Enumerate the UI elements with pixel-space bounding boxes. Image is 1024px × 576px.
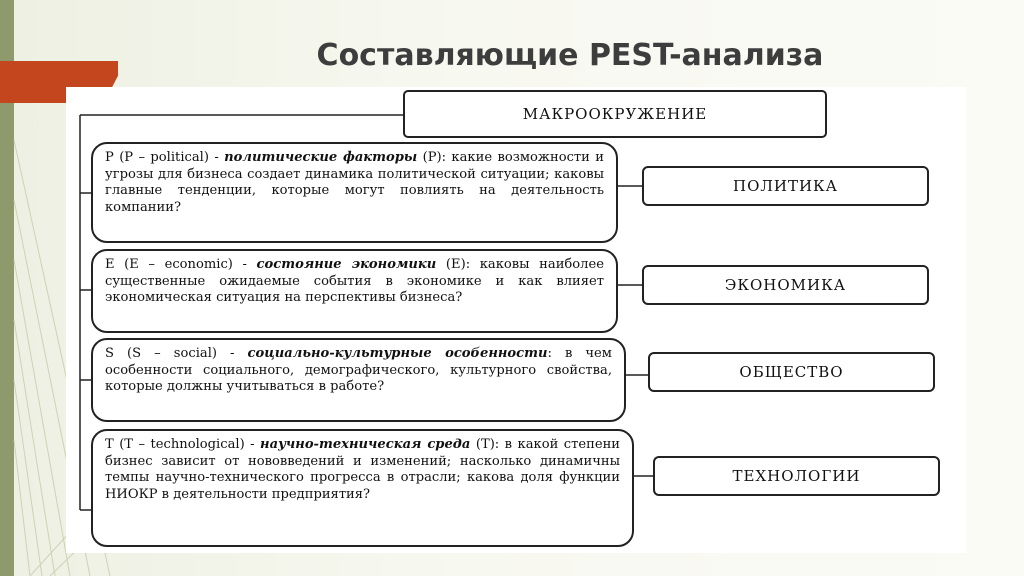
- factor-economic-name: состояние экономики: [256, 257, 437, 272]
- factor-technological-name: научно-техническая среда: [260, 437, 471, 452]
- root-node-macroenvironment: МАКРООКРУЖЕНИЕ: [403, 90, 827, 138]
- factor-technological-code: T (T – technological) -: [105, 437, 261, 452]
- label-technology: ТЕХНОЛОГИИ: [653, 456, 940, 496]
- factor-social-description: [91, 338, 626, 422]
- factor-social-name: социально-культурные особенности: [247, 346, 548, 361]
- factor-technological-text: (T): в какой степени бизнес зависит от нововведений и изменений; насколько динамичны темпы научно-технического прогресса в отрасли; какова доля функции НИОКР в деятельности предприятия?: [105, 437, 621, 502]
- factor-social-text: : в чем особенности социального, демографического, культурного свойства, которые должны учитываться в работе?: [105, 346, 612, 395]
- slide-title: Составляющие PEST-анализа: [316, 38, 824, 73]
- factor-economic-text: (E): каковы наиболее существенные ожидаемые события в экономике и как влияет экономическая ситуация на перспективы бизнеса?: [105, 257, 604, 306]
- factor-political-description: [91, 142, 618, 243]
- pest-diagram: [66, 87, 966, 553]
- label-society: ОБЩЕСТВО: [648, 352, 935, 392]
- label-economy: ЭКОНОМИКА: [642, 265, 929, 305]
- label-politics: ПОЛИТИКА: [642, 166, 929, 206]
- factor-economic-code: E (E – economic) -: [105, 257, 257, 272]
- factor-social-code: S (S – social) -: [105, 346, 248, 361]
- factor-political-text: (P): какие возможности и угрозы для бизнеса создает динамика политической ситуации; каковы главные тенденции, которые могут повлиять на деятельность компании?: [105, 150, 604, 215]
- factor-economic-description: [91, 249, 618, 333]
- factor-technological-description: [91, 429, 634, 547]
- factor-political-name: политические факторы: [224, 150, 418, 165]
- factor-political-code: P (P – political) -: [105, 150, 225, 165]
